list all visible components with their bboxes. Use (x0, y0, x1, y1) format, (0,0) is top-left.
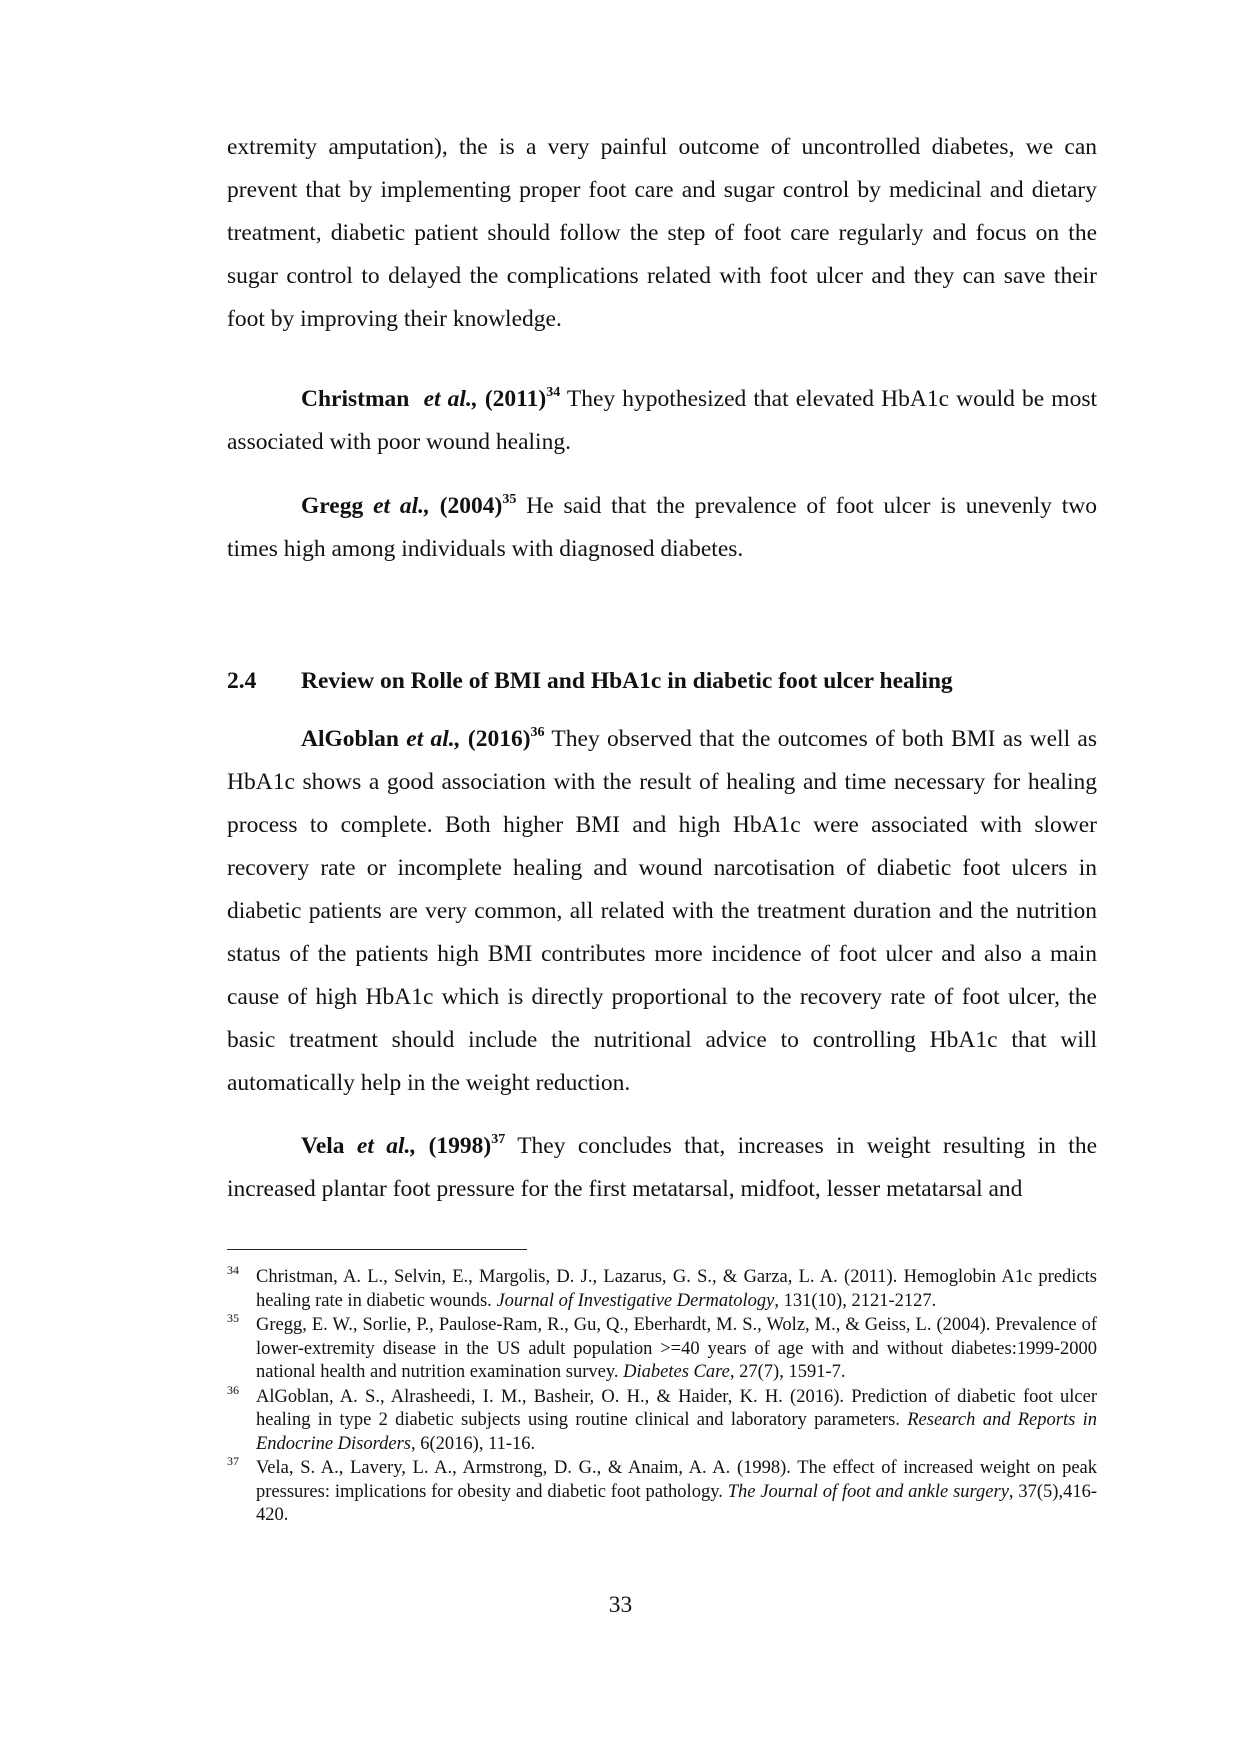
section-title: Review on Rolle of BMI and HbA1c in diabetic foot ulcer healing (301, 668, 953, 694)
paragraph-vela (227, 1125, 1097, 1211)
paragraph-text: They hypothesized that elevated HbA1c would be most associated with poor wound healing. (227, 386, 1097, 455)
footnotes (227, 1263, 1098, 1529)
footnote-journal: Journal of Investigative Dermatology (496, 1290, 775, 1311)
footnote-number: 37 (227, 1454, 239, 1468)
footnote-37 (227, 1454, 1098, 1528)
footnote-text: Vela, S. A., Lavery, L. A., Armstrong, D. G., & Anaim, A. A. (1998). The effect of increased weight on peak pressures: implications for obesity and diabetic foot pathology. (256, 1458, 1097, 1502)
section-number: 2.4 (227, 668, 257, 694)
citation-year: (2004) (439, 493, 503, 519)
citation-year: (2016) (467, 726, 531, 752)
citation-etal: et al., (406, 726, 461, 752)
footnote-details: , 37(5),416-420. (256, 1481, 1098, 1525)
footnote-details: , 27(7), 1591-7. (729, 1362, 846, 1382)
citation-author: Christman (301, 386, 410, 412)
citation-year: (2011) (484, 386, 547, 412)
paragraph-gregg (227, 485, 1097, 571)
footnote-text: Christman, A. L., Selvin, E., Margolis, D. J., Lazarus, G. S., & Garza, L. A. (2011). Hemoglobin A1c predicts healing rate in diabetic wounds. (256, 1267, 1097, 1311)
footnote-journal: The Journal of foot and ankle surgery (727, 1481, 1009, 1502)
footnote-separator (227, 1249, 527, 1250)
citation-etal: et al., (423, 386, 478, 412)
footnote-ref[interactable]: 35 (502, 492, 517, 507)
footnote-number: 35 (227, 1311, 239, 1325)
paragraph-algoblan (227, 718, 1097, 1105)
footnote-ref[interactable]: 37 (491, 1132, 506, 1147)
page-number: 33 (608, 1592, 633, 1618)
section-heading (227, 660, 953, 703)
footnote-number: 36 (227, 1382, 239, 1397)
citation-year: (1998) (428, 1133, 492, 1159)
footnote-ref[interactable]: 36 (530, 725, 545, 740)
paragraph-text: They observed that the outcomes of both BMI as well as HbA1c shows a good association with the result of healing and time necessary for healing process to complete. Both higher BMI and high HbA1c were associated with slower recovery rate or incomplete healing and wound narcotisation of diabetic foot ulcers in diabetic patients are very common, all related with the treatment duration and the nutrition status of the patients high BMI contributes more incidence of foot ulcer and also a main cause of high HbA1c which is directly proportional to the recovery rate of foot ulcer, the basic treatment should include the nutritional advice to controlling HbA1c that will automatically help in the weight reduction. (227, 726, 1097, 1096)
citation-author: Vela (301, 1133, 345, 1159)
citation-etal: et al., (356, 1133, 417, 1159)
footnote-34 (227, 1263, 1097, 1313)
footnote-details: , 131(10), 2121-2127. (774, 1290, 937, 1311)
footnote-text: Gregg, E. W., Sorlie, P., Paulose-Ram, R., Gu, Q., Eberhardt, M. S., Wolz, M., & Geiss, L. (2004). Prevalence of lower-extremity disease in the US adult population >=40 years of age with and without diabetes:1999-2000 national health and nutrition examination survey. (256, 1315, 1097, 1382)
paragraph-text: He said that the prevalence of foot ulcer is unevenly two times high among individuals with diagnosed diabetes. (227, 493, 1098, 562)
footnote-text: AlGoblan, A. S., Alrasheedi, I. M., Basheir, O. H., & Haider, K. H. (2016). Prediction of diabetic foot ulcer healing in type 2 diabetic subjects using routine clinical and laboratory parameters. (256, 1386, 1097, 1430)
footnote-journal: Research and Reports in Endocrine Disorders (256, 1410, 1097, 1454)
footnote-number: 34 (227, 1263, 239, 1277)
citation-author: Gregg (301, 493, 364, 519)
footnote-details: , 6(2016), 11-16. (411, 1433, 536, 1454)
citation-author: AlGoblan (301, 726, 399, 752)
paragraph-text: They concludes that, increases in weight resulting in the increased plantar foot pressure for the first metatarsal, midfoot, lesser metatarsal and (227, 1133, 1097, 1202)
citation-etal: et al., (373, 493, 430, 519)
footnote-ref[interactable]: 34 (546, 385, 561, 400)
footnote-36 (227, 1382, 1097, 1457)
paragraph-continuation: extremity amputation), the is a very painful outcome of uncontrolled diabetes, we can prevent that by implementing proper foot care and sugar control by medicinal and dietary treatment, diabetic patient should follow the step of foot care regularly and focus on the sugar control to delayed the complications related with foot ulcer and they can save their foot by improving their knowledge. (227, 134, 1097, 332)
footnote-journal: Diabetes Care (623, 1362, 730, 1382)
footnote-35 (227, 1311, 1097, 1385)
paragraph-christman (227, 378, 1097, 464)
